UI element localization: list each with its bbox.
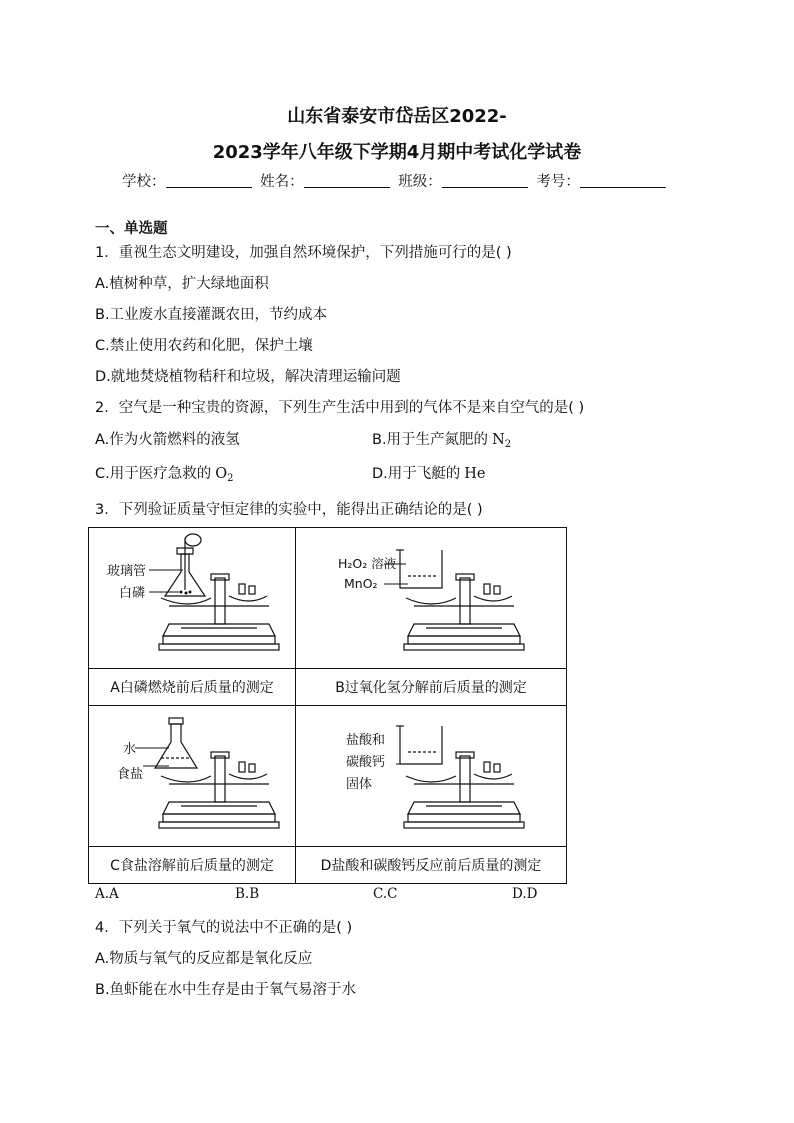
q1-stem: 1．重视生态文明建设，加强自然环境保护，下列措施可行的是( ) xyxy=(95,245,512,261)
q2-option-d-formula: He xyxy=(464,466,486,482)
exam-title-line1: 山东省泰安市岱岳区2022- xyxy=(287,106,507,127)
experiment-cell-b xyxy=(296,528,567,669)
q1-option-d[interactable]: D.就地焚烧植物秸秆和垃圾，解决清理运输问题 xyxy=(95,369,401,385)
caption-b: B过氧化氢分解前后质量的测定 xyxy=(296,669,567,706)
experiment-cell-c xyxy=(89,706,296,847)
label-mno2: MnO₂ xyxy=(344,576,378,591)
name-blank[interactable] xyxy=(304,173,390,188)
exam-number-label: 考号： xyxy=(536,174,580,190)
q2-option-c[interactable] xyxy=(95,462,234,484)
q2-option-c-formula: O xyxy=(215,466,228,482)
name-label: 姓名： xyxy=(260,174,304,190)
caption-d: D盐酸和碳酸钙反应前后质量的测定 xyxy=(296,847,567,884)
experiment-cell-d xyxy=(296,706,567,847)
label-h2o2-solution: H₂O₂ 溶液 xyxy=(338,556,397,571)
q3-option-d[interactable]: D.D xyxy=(512,886,538,902)
school-label: 学校： xyxy=(122,174,166,190)
q3-option-b[interactable]: B.B xyxy=(235,886,260,902)
q3-stem: 3．下列验证质量守恒定律的实验中，能得出正确结论的是( ) xyxy=(95,502,483,518)
balance-beaker-diagram-b xyxy=(296,528,566,668)
q2-option-b[interactable] xyxy=(372,428,511,450)
q1-option-c[interactable]: C.禁止使用农药和化肥，保护土壤 xyxy=(95,338,313,354)
experiment-cell-a xyxy=(89,528,296,669)
section-title: 一、单选题 xyxy=(95,221,168,237)
q2-option-c-text: C.用于医疗急救的 xyxy=(95,466,212,482)
q3-experiment-table xyxy=(88,527,567,884)
school-blank[interactable] xyxy=(166,173,252,188)
label-glass-tube: 玻璃管 xyxy=(107,564,147,579)
q2-option-b-formula: N xyxy=(492,432,505,448)
label-calcium-carbonate: 碳酸钙 xyxy=(346,755,386,770)
label-white-phosphorus: 白磷 xyxy=(119,586,146,601)
q4-option-a[interactable]: A.物质与氧气的反应都是氧化反应 xyxy=(95,951,313,967)
q2-option-c-subscript: 2 xyxy=(227,473,234,484)
label-hydrochloric-acid: 盐酸和 xyxy=(346,733,386,748)
caption-c: C食盐溶解前后质量的测定 xyxy=(89,847,296,884)
q2-option-d[interactable] xyxy=(372,462,486,483)
q2-option-d-text: D.用于飞艇的 xyxy=(372,466,461,482)
exam-number-blank[interactable] xyxy=(580,173,666,188)
q4-option-b[interactable]: B.鱼虾能在水中生存是由于氧气易溶于水 xyxy=(95,982,357,998)
q2-option-b-text: B.用于生产氮肥的 xyxy=(372,432,489,448)
q4-stem: 4．下列关于氧气的说法中不正确的是( ) xyxy=(95,920,353,936)
balance-flask-diagram-a xyxy=(89,528,295,668)
q2-option-b-subscript: 2 xyxy=(504,439,512,450)
q2-stem: 2．空气是一种宝贵的资源，下列生产生活中用到的气体不是来自空气的是( ) xyxy=(95,400,585,416)
label-water: 水 xyxy=(123,742,137,757)
caption-a: A白磷燃烧前后质量的测定 xyxy=(89,669,296,706)
balance-flask-diagram-c xyxy=(89,706,295,846)
label-salt: 食盐 xyxy=(117,767,144,782)
q1-option-a[interactable]: A.植树种草，扩大绿地面积 xyxy=(95,276,269,292)
class-label: 班级： xyxy=(398,174,442,190)
student-info-fields xyxy=(122,170,670,191)
q3-option-a[interactable]: A.A xyxy=(95,886,119,902)
q3-option-c[interactable]: C.C xyxy=(373,886,398,902)
q2-option-a[interactable]: A.作为火箭燃料的液氢 xyxy=(95,432,240,448)
exam-title-line2: 2023学年八年级下学期4月期中考试化学试卷 xyxy=(212,142,582,163)
q1-option-b[interactable]: B.工业废水直接灌溉农田，节约成本 xyxy=(95,307,328,323)
label-solid: 固体 xyxy=(346,777,373,792)
class-blank[interactable] xyxy=(442,173,528,188)
balance-beaker-diagram-d xyxy=(296,706,566,846)
